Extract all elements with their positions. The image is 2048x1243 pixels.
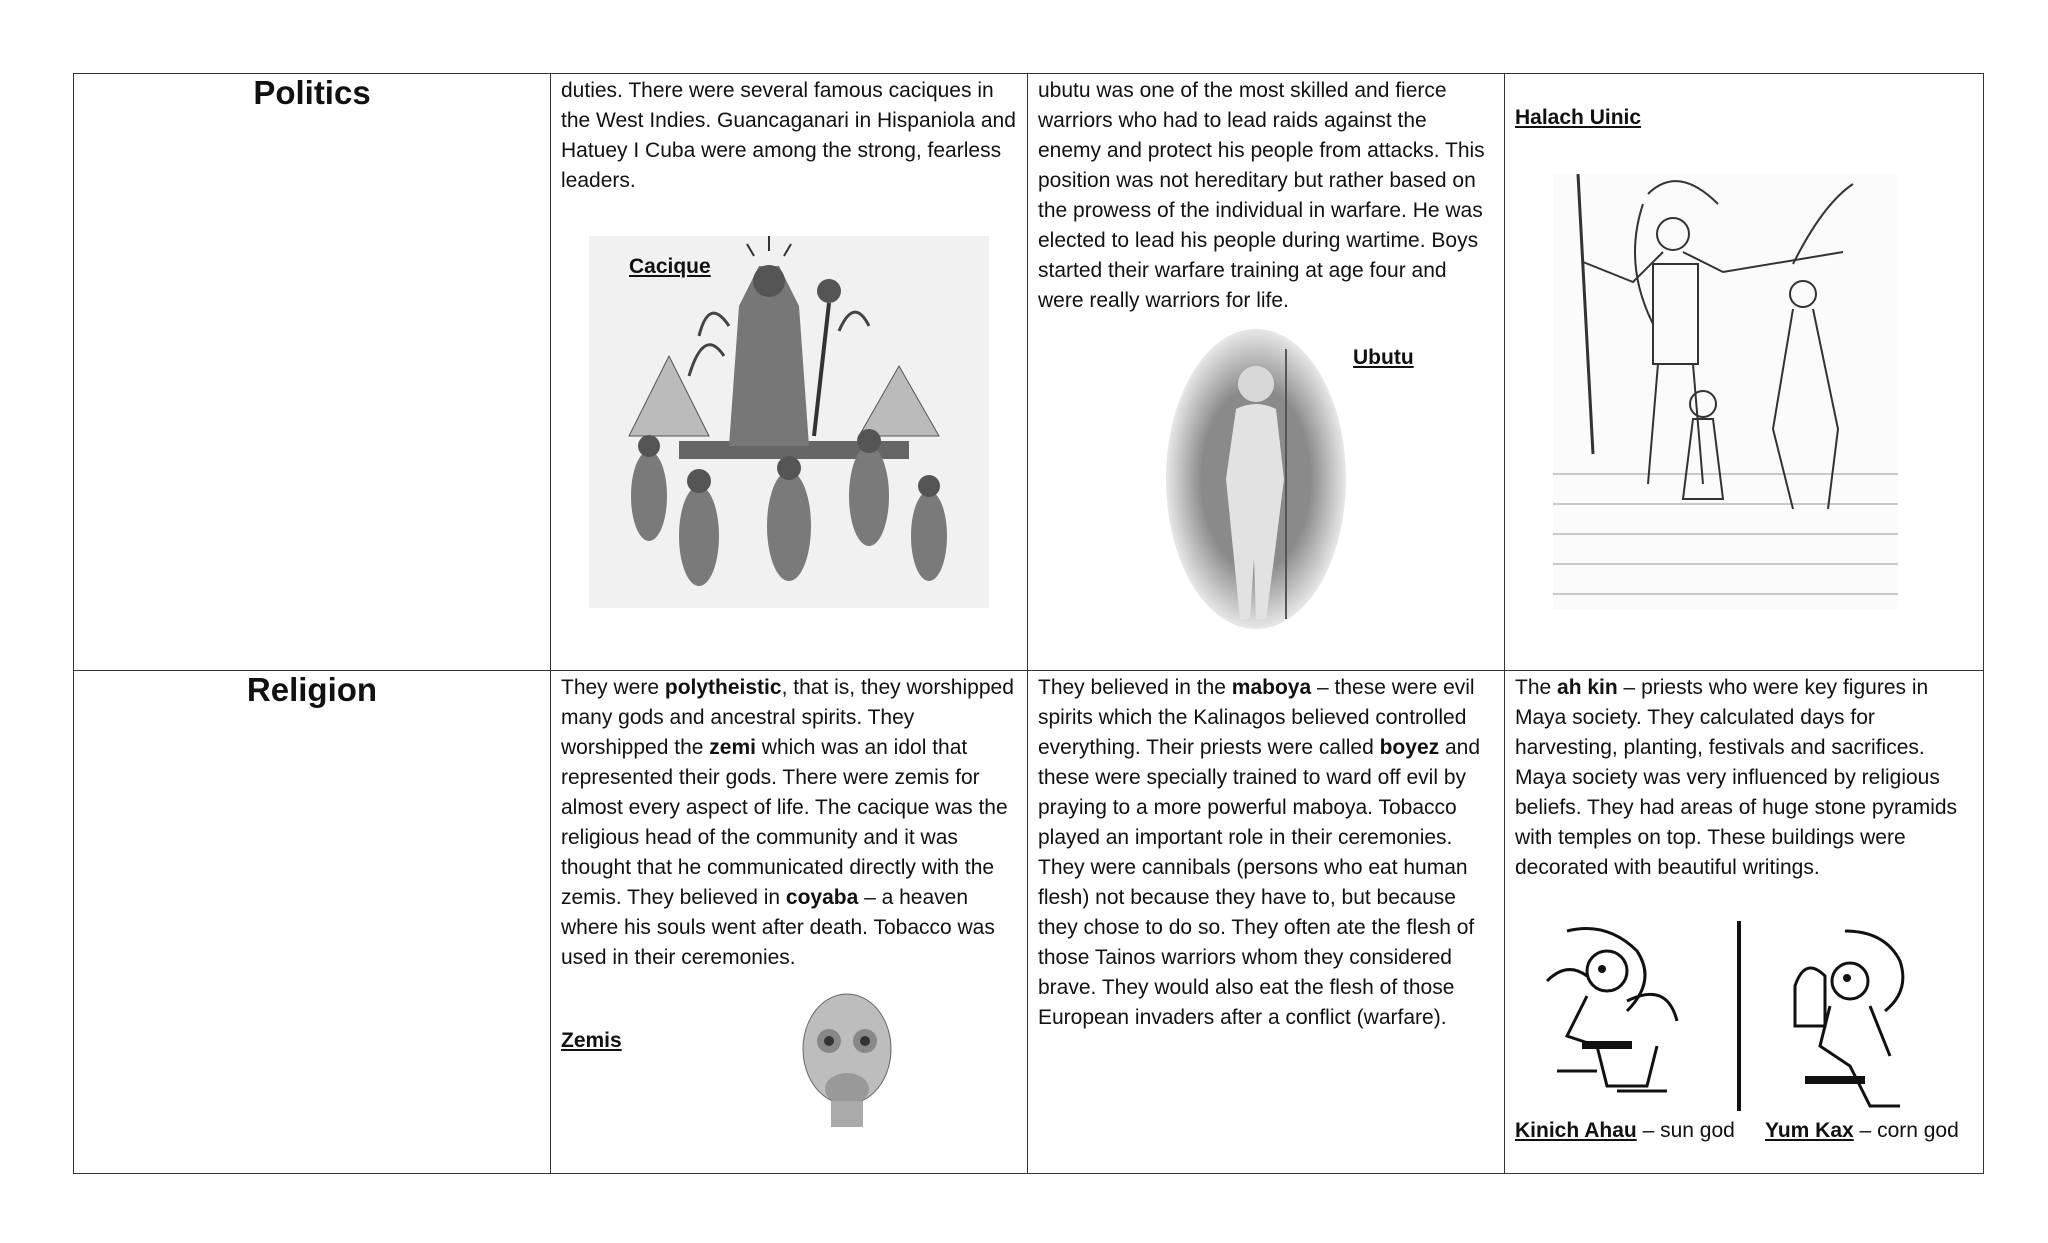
religion-kalinago-cell bbox=[1028, 671, 1505, 1174]
zemis-caption: Zemis bbox=[561, 1029, 622, 1052]
ubutu-illustration bbox=[1166, 329, 1346, 629]
religion-taino-cell bbox=[551, 671, 1028, 1174]
politics-taino-text: duties. There were several famous caciques in the West Indies. Guancaganari in Hispaniola and Hatuey I Cuba were among the strong, fearless leaders. bbox=[561, 79, 1016, 192]
kinich-ahau-illustration bbox=[1527, 921, 1687, 1116]
politics-row bbox=[74, 74, 1984, 671]
kinich-ahau-label: Kinich Ahau – sun god bbox=[1515, 1119, 1735, 1142]
halach-uinic-illustration bbox=[1553, 174, 1898, 609]
religion-kalinago-text: They believed in the maboya – these were evil spirits which the Kalinagos believed controlled everything. Their priests were called boyez and these were specially trained to ward off evil by praying to a more powerful maboya. Tobacco played an important role in their ceremonies. They were cannibals (persons who eat human flesh) not because they have to, but because they chose to do so. They often ate the flesh of those Tainos warriors whom they considered brave. They would also eat the flesh of those European invaders after a conflict (warfare). bbox=[1038, 676, 1480, 1029]
cacique-illustration bbox=[589, 236, 989, 608]
yum-kax-label: Yum Kax – corn god bbox=[1765, 1119, 1959, 1142]
halach-uinic-caption: Halach Uinic bbox=[1515, 106, 1642, 129]
religion-row bbox=[74, 671, 1984, 1174]
politics-kalinago-cell bbox=[1028, 74, 1505, 671]
comparison-table bbox=[73, 73, 1984, 1174]
politics-maya-cell bbox=[1505, 74, 1984, 671]
cacique-caption: Cacique bbox=[629, 255, 711, 278]
yum-kax-illustration bbox=[1775, 926, 1915, 1116]
politics-heading: Politics bbox=[74, 74, 551, 671]
religion-maya-cell bbox=[1505, 671, 1984, 1174]
religion-heading: Religion bbox=[74, 671, 551, 1174]
gods-divider bbox=[1737, 921, 1741, 1111]
religion-taino-text: They were polytheistic, that is, they worshipped many gods and ancestral spirits. They worshipped the zemi which was an idol that represented their gods. There were zemis for almost every aspect of life. The cacique was the religious head of the community and it was thought that he communicated directly with the zemis. They believed in coyaba – a heaven where his souls went after death. Tobacco was used in their ceremonies. bbox=[561, 676, 1014, 969]
ubutu-caption: Ubutu bbox=[1353, 346, 1414, 369]
politics-taino-cell bbox=[551, 74, 1028, 671]
zemi-illustration bbox=[801, 989, 893, 1129]
politics-kalinago-text: ubutu was one of the most skilled and fierce warriors who had to lead raids against the enemy and protect his people from attacks. This position was not hereditary but rather based on the prowess of the individual in warfare. He was elected to lead his people during wartime. Boys started their warfare training at age four and were really warriors for life. bbox=[1038, 79, 1485, 312]
religion-maya-text: The ah kin – priests who were key figures in Maya society. They calculated days for harvesting, planting, festivals and sacrifices. Maya society was very influenced by religious beliefs. They had areas of huge stone pyramids with temples on top. These buildings were decorated with beautiful writings. bbox=[1515, 676, 1958, 879]
